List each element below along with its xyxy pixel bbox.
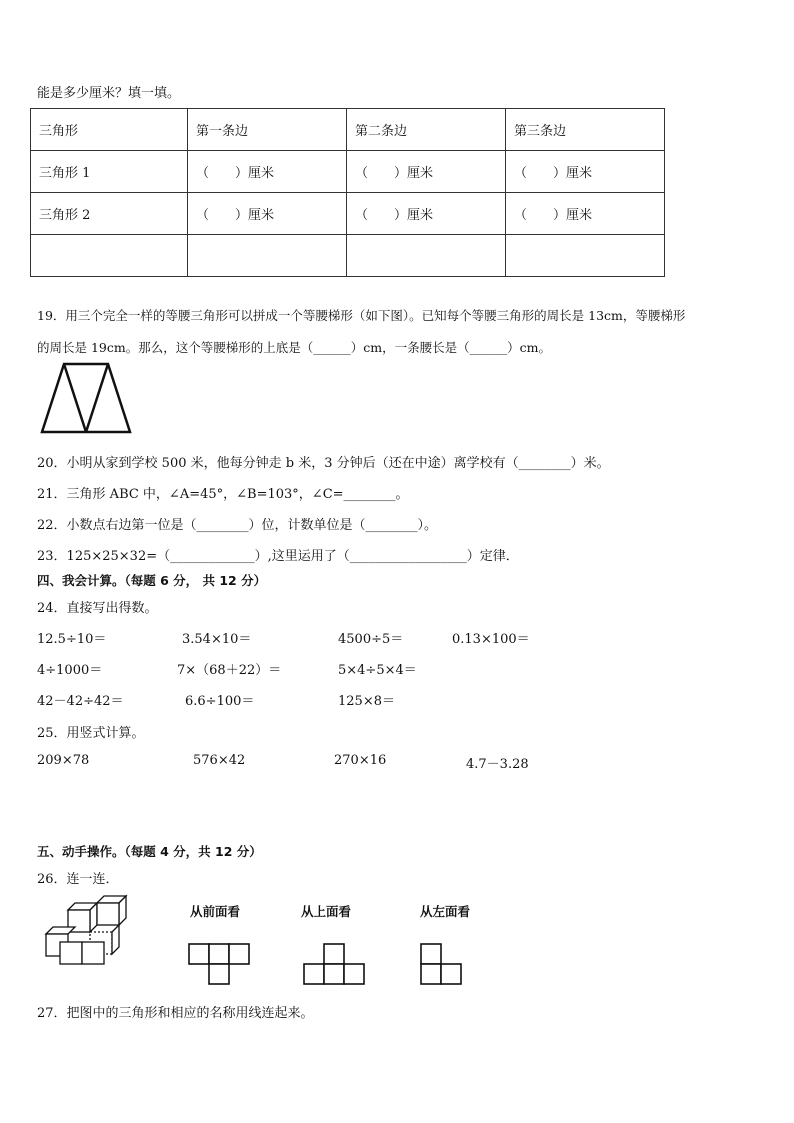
calc-item: 6.6÷100＝ — [185, 694, 255, 709]
table-cell — [31, 235, 188, 277]
trapezoid-figure — [38, 360, 138, 440]
question-25-title: 25．用竖式计算。 — [37, 726, 145, 741]
calc-item: 5×4÷5×4＝ — [338, 663, 417, 678]
question-19-line1: 19．用三个完全一样的等腰三角形可以拼成一个等腰梯形（如下图）。已知每个等腰三角形的周长是 13cm，等腰梯形 — [37, 308, 686, 323]
calc-item: 12.5÷10＝ — [37, 632, 107, 647]
question-19-line2: 的周长是 19cm。那么，这个等腰梯形的上底是（______）cm，一条腰长是（______）cm。 — [37, 340, 551, 355]
table-cell: （ ）厘米 — [347, 193, 506, 235]
cube-stack-figure — [42, 900, 142, 970]
triangle-table — [30, 108, 665, 277]
section-4-heading: 四、我会计算。（每题 6 分， 共 12 分） — [37, 573, 267, 588]
table-cell: 三角形 1 — [31, 151, 188, 193]
vertical-calc-item: 209×78 — [37, 753, 90, 768]
intro-text: 能是多少厘米？填一填。 — [37, 86, 181, 101]
left-view-figure — [420, 940, 470, 990]
table-cell — [506, 235, 665, 277]
section-5-heading: 五、动手操作。（每题 4 分，共 12 分） — [37, 844, 262, 859]
calc-item: 3.54×10＝ — [182, 632, 252, 647]
calc-item: 4÷1000＝ — [37, 663, 103, 678]
table-row — [31, 235, 665, 277]
table-header: 第一条边 — [188, 109, 347, 151]
table-header-row — [31, 109, 665, 151]
view-label-front: 从前面看 — [190, 904, 241, 919]
vertical-calc-item: 576×42 — [193, 753, 246, 768]
calc-item: 125×8＝ — [338, 694, 395, 709]
table-row — [31, 193, 665, 235]
table-row — [31, 151, 665, 193]
table-cell: （ ）厘米 — [188, 151, 347, 193]
table-header: 第二条边 — [347, 109, 506, 151]
table-cell: （ ）厘米 — [188, 193, 347, 235]
vertical-calc-item: 270×16 — [334, 753, 387, 768]
calc-item: 4500÷5＝ — [338, 632, 404, 647]
question-24-title: 24．直接写出得数。 — [37, 601, 158, 616]
table-cell: （ ）厘米 — [347, 151, 506, 193]
table-cell — [188, 235, 347, 277]
view-label-top: 从上面看 — [301, 904, 352, 919]
question-27: 27．把图中的三角形和相应的名称用线连起来。 — [37, 1006, 314, 1021]
question-20: 20．小明从家到学校 500 米，他每分钟走 b 米，3 分钟后（还在中途）离学校有（________）米。 — [37, 456, 610, 471]
table-cell: （ ）厘米 — [506, 193, 665, 235]
calc-item: 42－42÷42＝ — [37, 694, 124, 709]
front-view-figure — [188, 940, 260, 990]
trapezoid-outline — [42, 364, 130, 432]
table-cell: （ ）厘米 — [506, 151, 665, 193]
question-26-title: 26．连一连． — [37, 872, 119, 887]
table-cell: 三角形 2 — [31, 193, 188, 235]
view-label-left: 从左面看 — [420, 904, 471, 919]
top-view-figure — [303, 940, 375, 990]
trapezoid-inner-line-right — [86, 364, 108, 432]
calc-item: 0.13×100＝ — [452, 632, 530, 647]
trapezoid-inner-line-left — [64, 364, 86, 432]
table-header: 第三条边 — [506, 109, 665, 151]
vertical-calc-item: 4.7－3.28 — [466, 757, 529, 772]
question-22: 22．小数点右边第一位是（________）位，计数单位是（________）。 — [37, 518, 438, 533]
calc-item: 7×（68＋22）＝ — [177, 663, 282, 678]
table-cell — [347, 235, 506, 277]
question-21: 21．三角形 ABC 中，∠A=45°，∠B=103°，∠C=________。 — [37, 487, 409, 502]
table-header: 三角形 — [31, 109, 188, 151]
question-23: 23．125×25×32=（_____________）,这里运用了（__________________）定律． — [37, 549, 519, 564]
